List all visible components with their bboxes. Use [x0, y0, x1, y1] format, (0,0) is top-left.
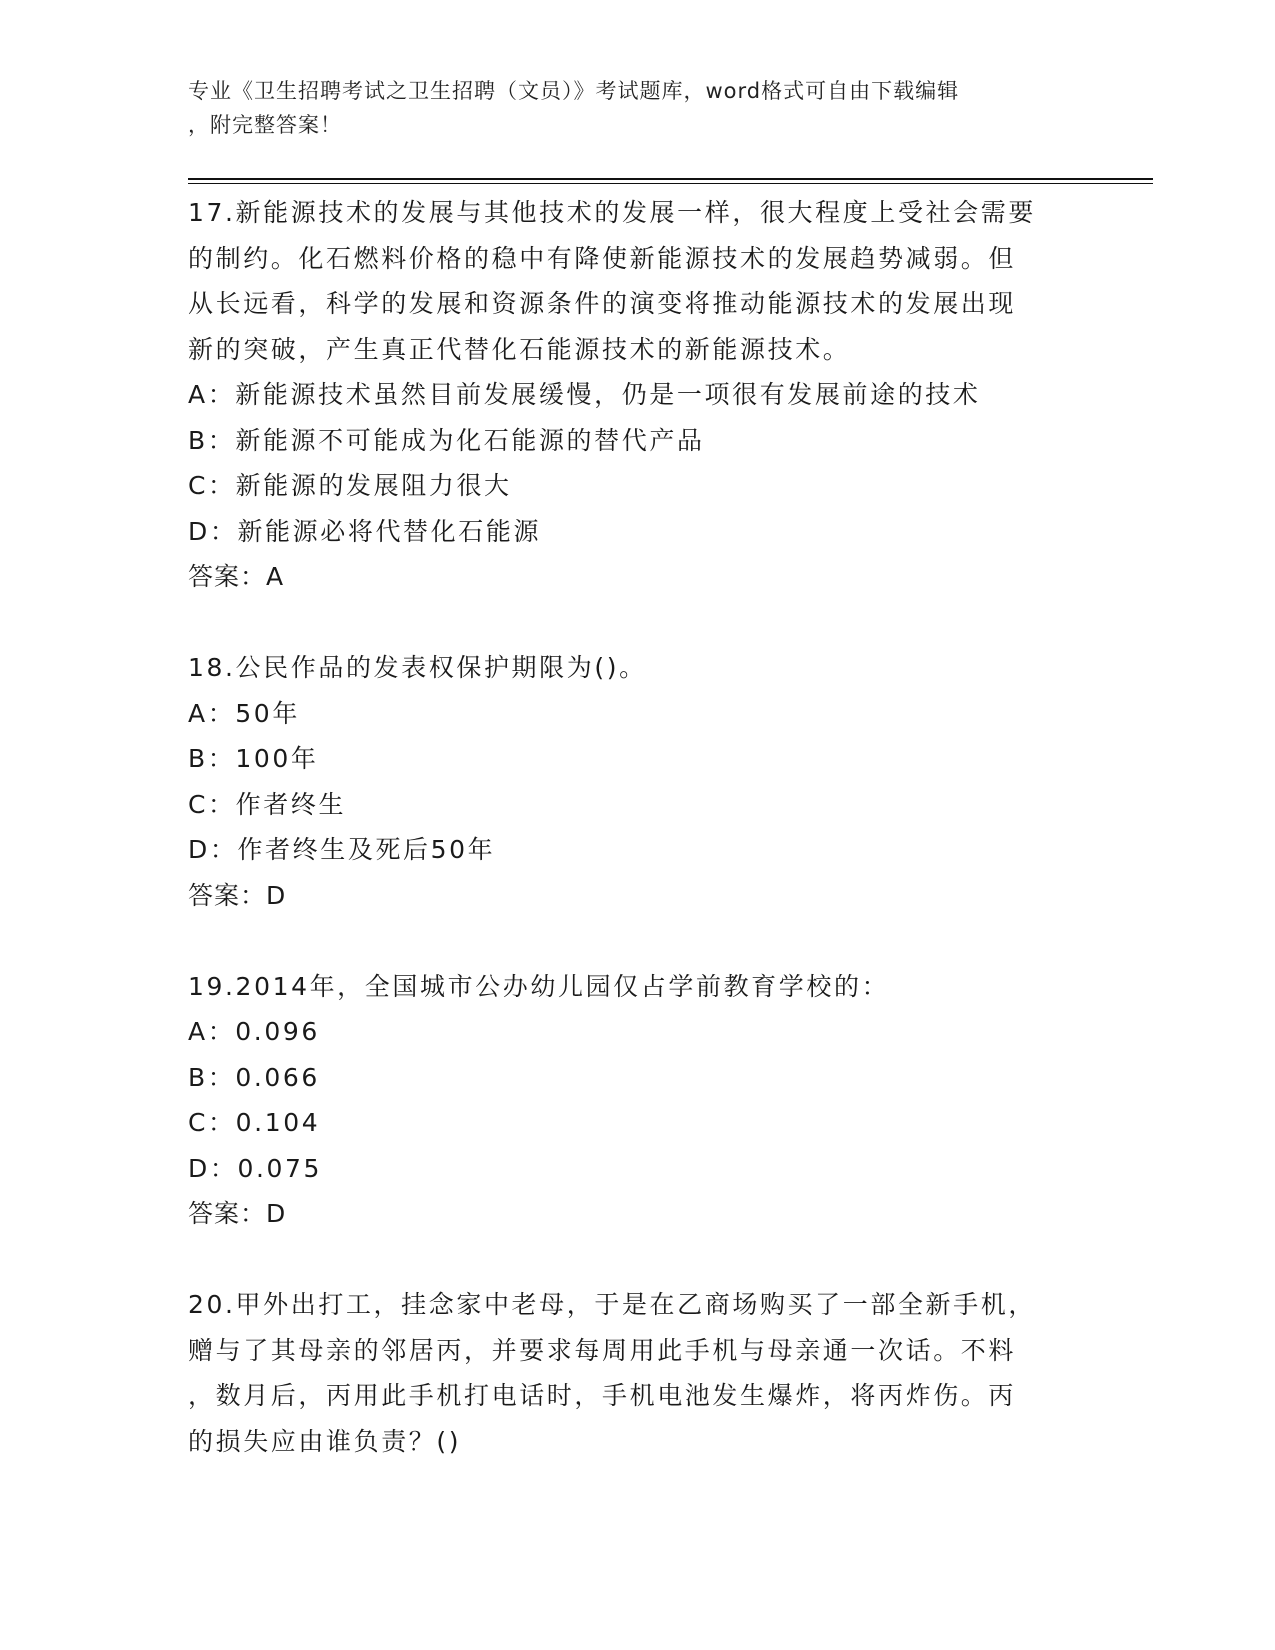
question-spacer — [188, 600, 1088, 646]
question-stem-line: 20.甲外出打工，挂念家中老母，于是在乙商场购买了一部全新手机， — [188, 1290, 1036, 1319]
option-d: D：作者终生及死后50年 — [188, 835, 496, 864]
header-divider-thin — [188, 183, 1153, 184]
question-stem-line: 17.新能源技术的发展与其他技术的发展一样，很大程度上受社会需要 — [188, 198, 1036, 227]
question-spacer — [188, 918, 1088, 964]
document-header — [188, 74, 1068, 142]
question-stem-line: 从长远看，科学的发展和资源条件的演变将推动能源技术的发展出现 — [188, 289, 1017, 318]
question-19 — [188, 964, 1088, 1237]
option-a: A：0.096 — [188, 1017, 320, 1046]
question-stem-line: ，数月后，丙用此手机打电话时，手机电池发生爆炸，将丙炸伤。丙 — [188, 1381, 1017, 1410]
question-stem-line: 18.公民作品的发表权保护期限为()。 — [188, 653, 647, 682]
option-a: A：新能源技术虽然目前发展缓慢，仍是一项很有发展前途的技术 — [188, 380, 981, 409]
question-list — [188, 190, 1088, 1464]
answer-line: 答案：D — [188, 1199, 287, 1228]
question-spacer — [188, 1237, 1088, 1283]
header-divider-thick — [188, 178, 1153, 180]
answer-line: 答案：A — [188, 562, 285, 591]
header-line-1: 专业《卫生招聘考试之卫生招聘（文员）》考试题库，word格式可自由下载编辑 — [188, 79, 960, 103]
option-d: D：新能源必将代替化石能源 — [188, 516, 542, 546]
option-a: A：50年 — [188, 698, 300, 728]
question-20 — [188, 1282, 1088, 1464]
option-d: D：0.075 — [188, 1153, 323, 1183]
option-b: B：0.066 — [188, 1062, 320, 1092]
question-stem-line: 的制约。化石燃料价格的稳中有降使新能源技术的发展趋势减弱。但 — [188, 243, 1017, 273]
question-stem-line: 的损失应由谁负责？() — [188, 1426, 462, 1456]
option-b: B：新能源不可能成为化石能源的替代产品 — [188, 425, 705, 455]
question-stem-line: 19.2014年，全国城市公办幼儿园仅占学前教育学校的： — [188, 971, 890, 1001]
question-stem-line: 赠与了其母亲的邻居丙，并要求每周用此手机与母亲通一次话。不料 — [188, 1335, 1017, 1365]
question-17 — [188, 190, 1088, 600]
option-c: C：作者终生 — [188, 789, 347, 819]
question-18 — [188, 645, 1088, 918]
header-line-2: ，附完整答案！ — [188, 113, 342, 137]
answer-line: 答案：D — [188, 880, 287, 910]
option-b: B：100年 — [188, 744, 319, 773]
question-stem-line: 新的突破，产生真正代替化石能源技术的新能源技术。 — [188, 334, 851, 364]
option-c: C：0.104 — [188, 1108, 321, 1137]
option-c: C：新能源的发展阻力很大 — [188, 471, 512, 500]
